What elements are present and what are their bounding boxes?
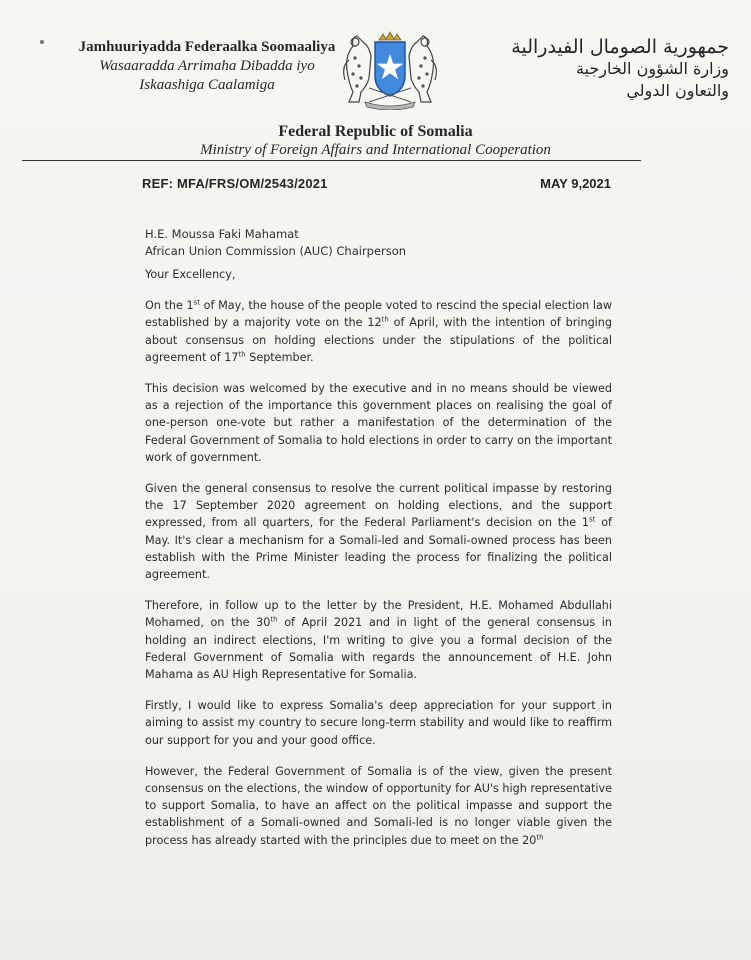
paragraph-1: On the 1st of May, the house of the people voted to rescind the special election law established by a majority vote on the 12th of April, with the intention of bringing about consensus on holding elections under the stipulations of the political agreement of 17th September. [145,298,612,364]
addressee-title: African Union Commission (AUC) Chairperson [145,244,407,258]
header-somali-line2: Wasaaradda Arrimaha Dibadda iyo [99,58,315,74]
paragraph-4: Therefore, in follow up to the letter by the President, H.E. Mohamed Abdullahi Mohamed, on the 30th of April 2021 and in light of the general consensus in holding an indirect elections, I'm writing to give you a formal decision of the Federal Government of Somalia with regards the announcement of H.E. John Mahama as AU High Representative for Somalia. [145,599,613,682]
header-somali [72,38,342,95]
paragraph-5: Firstly, I would like to express Somalia's deep appreciation for your support in aiming to assist my country to secure long-term stability and would like to reaffirm our support for you and your good office. [145,699,612,747]
ribbon-icon [365,102,415,110]
header-somali-line1: Jamhuuriyadda Federaalka Soomaaliya [78,39,336,55]
coat-of-arms-emblem [335,30,445,110]
header-arabic-line2: وزارة الشؤون الخارجية [575,59,729,78]
header-somali-line3: Iskaashiga Caalamiga [139,77,275,93]
right-leopard-icon [409,36,436,102]
paragraph-3: Given the general consensus to resolve the current political impasse by restoring the 17 September 2020 agreement on holding elections, and the support expressed, from all quarters, for the Federal Parliament's decision on the 1st of May. It's clear a mechanism for a Somali-led and Somali-owned process has been establish with the Prime Minister leading the process for finalizing the political agreement. [145,482,612,582]
header-arabic-line1: جمهورية الصومال الفيدرالية [511,36,729,58]
federal-republic-title: Federal Republic of Somalia [278,123,473,140]
ministry-title: Ministry of Foreign Affairs and International Cooperation [200,142,551,158]
paragraph-2: This decision was welcomed by the executive and in no means should be viewed as a rejection of the importance this government places on realising the goal of one-person one-vote but rather a manifestation of the determination of the Federal Government of Somalia to hold elections in order to carry on the important work of government. [145,382,612,464]
reference-number: REF: MFA/FRS/OM/2543/2021 [142,176,328,191]
addressee-name: H.E. Moussa Faki Mahamat [145,227,299,241]
paper-speck [40,40,44,44]
letter-body [145,266,612,863]
addressee-block [145,226,406,260]
header-arabic [459,36,729,102]
header-divider [22,160,641,161]
header-arabic-line3: والتعاون الدولي [626,81,729,100]
crown-icon [379,32,401,40]
salutation: Your Excellency, [145,268,236,281]
paragraph-6: However, the Federal Government of Somalia is of the view, given the present consensus on the elections, the window of opportunity for AU's high representative to support Somalia, to have an affect on the political impasse and support the establishment of a Somali-owned and Somali-led is no longer viable given the process has already started with the principles due to meet on the 20th [145,764,612,847]
left-leopard-icon [344,36,371,102]
letter-date: MAY 9,2021 [540,176,611,191]
